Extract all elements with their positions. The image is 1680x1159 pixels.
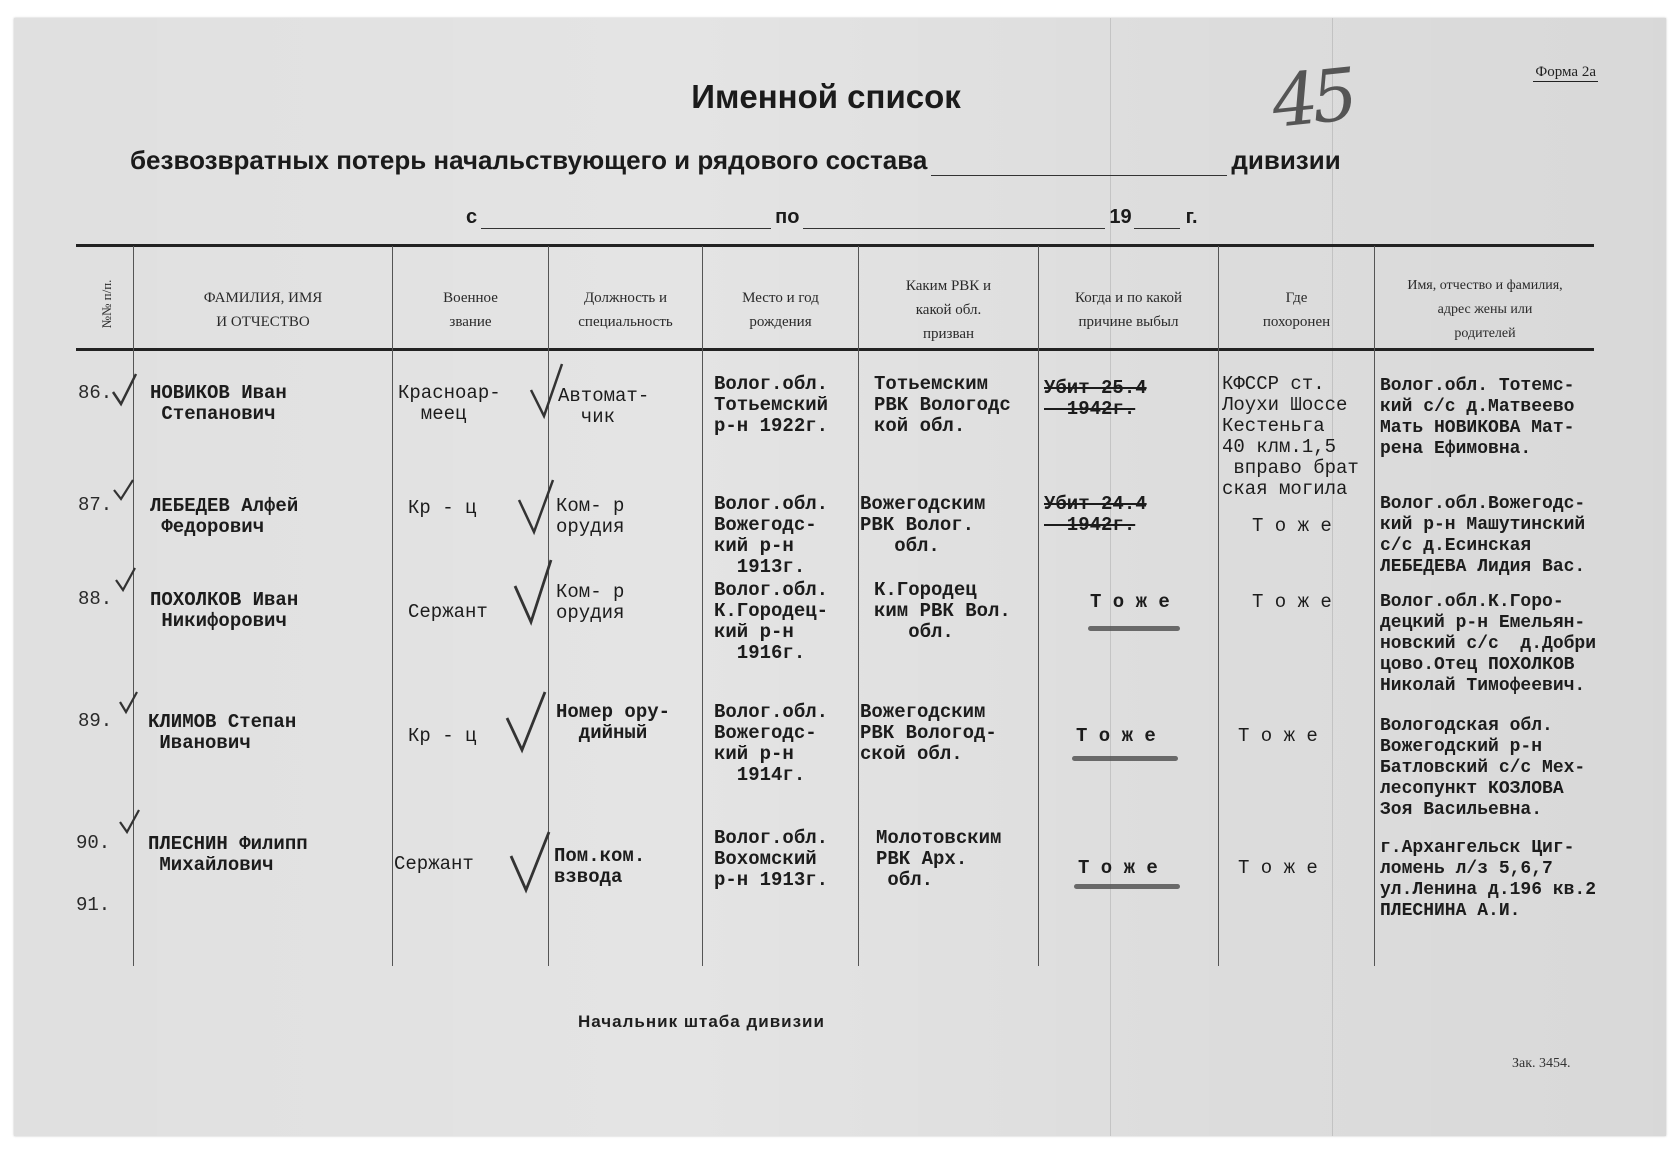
cell-birth: Волог.обл. К.Городец- кий р-н 1916г. [714, 579, 829, 664]
check-mark-icon [114, 566, 138, 594]
header-birth-line: рождения [749, 314, 812, 330]
cell-name: ЛЕБЕДЕВ Алфей Федорович [150, 495, 299, 538]
pencil-underline [1088, 626, 1180, 631]
row-number: 91. [76, 894, 111, 916]
cell-when: Т о ж е [1078, 857, 1158, 879]
table-top-rule [76, 244, 1594, 247]
header-rvk-line: призван [922, 326, 975, 342]
check-mark-icon [528, 360, 564, 420]
cell-rvk: К.Городец ким РВК Вол. обл. [874, 579, 1011, 643]
check-mark-icon [504, 688, 548, 754]
cell-position: Ком- р орудия [556, 495, 625, 538]
check-mark-icon [118, 808, 142, 836]
period-from-blank [481, 210, 771, 229]
header-name [134, 286, 392, 334]
header-when-line: Когда и по какой [1074, 290, 1183, 306]
header-relatives-line: родителей [1454, 326, 1516, 341]
cell-rank: Сержант [394, 853, 474, 875]
cell-relatives: Волог.обл.К.Горо- децкий р-н Емельян- новский с/с д.Добри цово.Отец ПОХОЛКОВ Николай Тимофеевич. [1380, 592, 1597, 696]
header-rank [393, 286, 548, 334]
subtitle-text: безвозвратных потерь начальствующего и рядового состава [130, 145, 928, 175]
cell-name: ПОХОЛКОВ Иван Никифорович [150, 589, 299, 632]
row-number: 90. [76, 832, 111, 854]
cell-birth: Волог.обл. Вохомский р-н 1913г. [714, 827, 829, 891]
cell-relatives: Вологодская обл. Вожегодский р-н Батловский с/с Мех- лесопункт КОЗЛОВА Зоя Васильевна. [1380, 716, 1586, 820]
division-blank [931, 151, 1227, 176]
period-year-label: 19 [1109, 206, 1132, 228]
cell-position: Ком- р орудия [556, 581, 625, 624]
check-mark-icon [110, 372, 140, 408]
header-birth-line: Место и год [742, 290, 819, 306]
cell-position: Номер ору- дийный [556, 701, 671, 744]
cell-name: КЛИМОВ Степан Иванович [148, 711, 297, 754]
row-number: 86. [78, 382, 113, 404]
cell-rank: Кр - ц [408, 725, 477, 747]
header-rvk [859, 274, 1038, 346]
cell-when: Т о ж е [1090, 591, 1170, 613]
fold-crease [1332, 18, 1333, 1136]
handwritten-mark: 45 [1267, 52, 1356, 144]
period-year-blank [1134, 210, 1180, 229]
subtitle-suffix: дивизии [1231, 145, 1341, 175]
cell-rvk: Тотьемским РВК Вологодс кой обл. [874, 373, 1011, 437]
period-to-blank [803, 210, 1105, 229]
cell-rvk: Вожегодским РВК Волог. обл. [860, 493, 986, 557]
cell-rvk: Вожегодским РВК Вологод- ской обл. [860, 701, 997, 765]
cell-rank: Сержант [408, 601, 488, 623]
cell-birth: Волог.обл. Тотьемский р-н 1922г. [714, 373, 829, 437]
header-rank-line: звание [449, 314, 492, 330]
check-mark-icon [118, 690, 140, 716]
period-row [466, 206, 1198, 229]
header-buried-line: похоронен [1262, 314, 1331, 330]
cell-rank: Красноар- меец [398, 382, 501, 425]
cell-position: Пом.ком. взвода [554, 845, 646, 888]
cell-buried: Т о ж е [1238, 857, 1318, 879]
header-name-line: ФАМИЛИЯ, ИМЯ [203, 290, 323, 306]
header-buried [1219, 286, 1374, 334]
column-divider [1218, 246, 1219, 966]
cell-when: Убит 25.4 1942г. [1044, 377, 1147, 420]
pencil-underline [1072, 756, 1178, 761]
check-mark-icon [516, 476, 556, 536]
cell-relatives: Волог.обл. Тотемс- кий с/с д.Матвеево Мать НОВИКОВА Мат- рена Ефимовна. [1380, 376, 1575, 459]
table-header-rule [76, 348, 1594, 351]
header-when-line: причине выбыл [1078, 314, 1179, 330]
cell-when: Т о ж е [1076, 725, 1156, 747]
cell-name: ПЛЕСНИН Филипп Михайлович [148, 833, 308, 876]
column-divider [702, 246, 703, 966]
header-rank-line: Военное [443, 290, 498, 306]
check-mark-icon [112, 478, 136, 502]
cell-buried: Т о ж е [1238, 725, 1318, 747]
header-rvk-line: какой обл. [915, 302, 982, 318]
header-when [1039, 286, 1218, 334]
cell-name: НОВИКОВ Иван Степанович [150, 382, 287, 425]
header-name-line: И ОТЧЕСТВО [216, 314, 310, 330]
column-divider [1374, 246, 1375, 966]
row-number: 89. [78, 710, 113, 732]
form-label: Форма 2а [1535, 64, 1596, 80]
column-divider [1038, 246, 1039, 966]
header-relatives-line: адрес жены или [1437, 302, 1533, 317]
column-divider [858, 246, 859, 966]
column-divider [133, 246, 134, 966]
header-num: №№ п/п. [99, 279, 114, 329]
period-from-label: с [466, 206, 478, 228]
header-relatives [1375, 274, 1595, 346]
header-position-line: специальность [578, 314, 673, 330]
cell-rvk: Молотовским РВК Арх. обл. [876, 827, 1002, 891]
row-number: 87. [78, 494, 113, 516]
cell-birth: Волог.обл. Вожегодс- кий р-н 1913г. [714, 493, 829, 578]
period-year-suffix: г. [1185, 206, 1198, 228]
cell-relatives: г.Архангельск Циг- ломень л/з 5,6,7 ул.Ленина д.196 кв.2 ПЛЕСНИНА А.И. [1380, 838, 1597, 921]
check-mark-icon [512, 556, 554, 626]
header-relatives-line: Имя, отчество и фамилия, [1407, 278, 1563, 293]
period-to-label: по [775, 206, 800, 228]
cell-birth: Волог.обл. Вожегодс- кий р-н 1914г. [714, 701, 829, 786]
cell-buried: Т о ж е [1252, 591, 1332, 613]
cell-when: Убит 24.4 1942г. [1044, 493, 1147, 536]
pencil-underline [1074, 884, 1180, 889]
page-title: Именной список [691, 78, 961, 115]
header-buried-line: Где [1285, 290, 1308, 306]
cell-position: Автомат- чик [558, 385, 650, 428]
header-rvk-line: Каким РВК и [905, 278, 992, 294]
cell-buried: КФССР ст. Лоухи Шоссе Кестеньга 40 клм.1,5 вправо брат ская могила [1222, 373, 1359, 500]
subtitle [130, 145, 1550, 176]
header-birth [703, 286, 858, 334]
footer-signature-label: Начальник штаба дивизии [578, 1012, 825, 1031]
cell-relatives: Волог.обл.Вожегодс- кий р-н Машутинский с/с д.Есинская ЛЕБЕДЕВА Лидия Вас. [1380, 494, 1586, 577]
cell-buried: Т о ж е [1252, 515, 1332, 537]
header-position [549, 286, 702, 334]
cell-rank: Кр - ц [408, 497, 477, 519]
fold-crease [1110, 18, 1111, 1136]
order-number: Зак. 3454. [1512, 1056, 1571, 1071]
row-number: 88. [78, 588, 113, 610]
header-position-line: Должность и [583, 290, 668, 306]
check-mark-icon [508, 828, 552, 894]
column-divider [392, 246, 393, 966]
